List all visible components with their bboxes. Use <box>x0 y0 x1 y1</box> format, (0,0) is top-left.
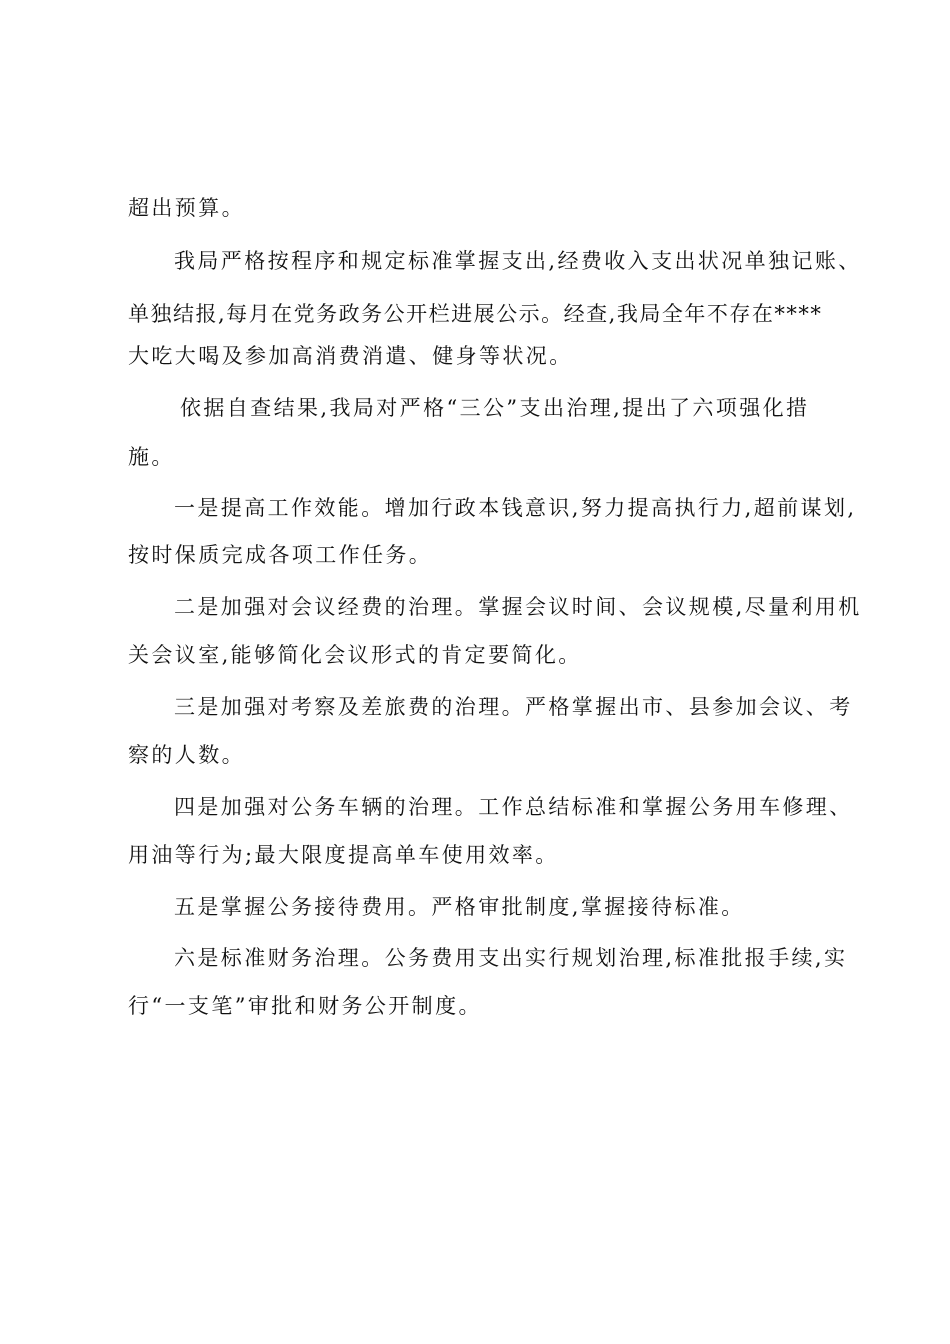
paragraph-line: 察的人数。 <box>128 743 245 767</box>
paragraph-line: 依据自查结果,我局对严格“三公”支出治理,提出了六项强化措 <box>180 396 810 420</box>
paragraph-line: 用油等行为;最大限度提高单车使用效率。 <box>128 843 559 867</box>
paragraph-line: 按时保质完成各项工作任务。 <box>128 543 433 567</box>
paragraph-line: 单独结报,每月在党务政务公开栏进展公示。经查,我局全年不存在**** <box>128 302 823 326</box>
paragraph-line: 行“一支笔”审批和财务公开制度。 <box>128 994 482 1018</box>
paragraph-line: 施。 <box>128 445 175 469</box>
paragraph-line: 五是掌握公务接待费用。严格审批制度,掌握接待标准。 <box>174 895 745 919</box>
paragraph-line: 超出预算。 <box>128 196 245 220</box>
paragraph-line: 关会议室,能够简化会议形式的肯定要简化。 <box>128 643 582 667</box>
paragraph-line: 二是加强对会议经费的治理。掌握会议时间、会议规模,尽量利用机 <box>174 595 862 619</box>
paragraph-line: 三是加强对考察及差旅费的治理。严格掌握出市、县参加会议、考 <box>174 695 853 719</box>
paragraph-line: 我局严格按程序和规定标准掌握支出,经费收入支出状况单独记账、 <box>174 249 862 273</box>
paragraph-line: 大吃大喝及参加高消费消遣、健身等状况。 <box>128 344 573 368</box>
paragraph-line: 一是提高工作效能。增加行政本钱意识,努力提高执行力,超前谋划, <box>174 496 857 520</box>
paragraph-line: 四是加强对公务车辆的治理。工作总结标准和掌握公务用车修理、 <box>174 795 853 819</box>
paragraph-line: 六是标准财务治理。公务费用支出实行规划治理,标准批报手续,实 <box>174 946 848 970</box>
